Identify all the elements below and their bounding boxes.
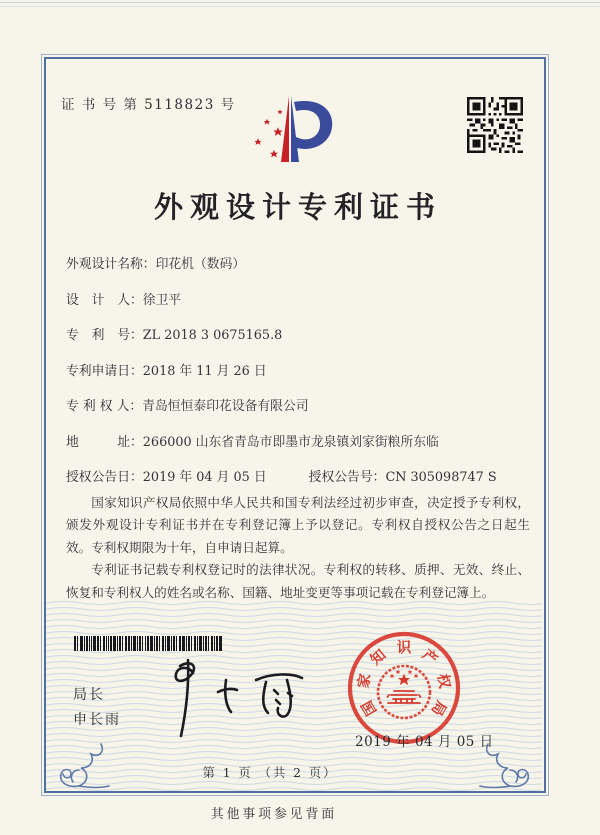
barcode [74, 636, 222, 651]
field-application-date [66, 354, 534, 390]
field-value: 印花机（数码） [155, 257, 246, 272]
field-value: 青岛恒恒泰印花设备有限公司 [142, 399, 309, 414]
seal-char: 国 [358, 697, 381, 719]
field-label: 专 利 号： [66, 328, 143, 343]
field-value: ZL 2018 3 0675165.8 [142, 328, 283, 343]
certificate-title: 外观设计专利证书 [153, 190, 442, 224]
seal-char: 产 [418, 646, 441, 669]
legal-paragraph-2: 专利证书记载专利权登记时的法律状况。专利权的转移、质押、无效、终止、恢复和专利权人的姓名或名称、国籍、地址变更等事项记载在专利登记簿上。 [66, 562, 530, 600]
field-design-name [66, 247, 534, 283]
field-value: 266000 山东省青岛市即墨市龙泉镇刘家街粮所东临 [142, 434, 439, 450]
national-emblem-icon [378, 666, 430, 718]
field-label: 设 计 人： [66, 292, 143, 308]
seal-char: 权 [433, 672, 454, 690]
page-number: 第 1 页 （共 2 页） [202, 766, 338, 780]
signatory-title: 局长 [73, 687, 105, 703]
footer-note: 其他事项参见背面 [210, 807, 338, 822]
field-patentee [66, 389, 534, 425]
logo-p-bowl [294, 101, 332, 149]
qr-code [467, 97, 523, 153]
field-patent-number [66, 318, 534, 354]
grant-date-value: 2019 年 04 月 05 日 [142, 470, 267, 485]
scan-edge-artifact [0, 2, 600, 7]
field-label: 地 址： [66, 434, 143, 450]
field-list [66, 247, 534, 496]
seal-char: 识 [396, 639, 412, 657]
logo-red-blade [281, 96, 289, 162]
legal-text-block [66, 492, 530, 604]
grant-date-label: 授权公告日： [66, 470, 143, 485]
field-label: 专利申请日： [66, 363, 143, 379]
field-value: 2018 年 11 月 26 日 [142, 363, 267, 379]
cnipa-logo-icon [238, 88, 342, 172]
field-value: 徐卫平 [142, 292, 182, 308]
legal-paragraph-1: 国家知识产权局依照中华人民共和国专利法经过初步审查，决定授予专利权，颁发外观设计专利证书并在专利登记簿上予以登记。专利权自授权公告之日起生效。专利权期限为十年，自申请日起算。 [66, 495, 530, 555]
grant-number-label: 授权公告号： [308, 470, 386, 485]
seal-char: 知 [367, 646, 390, 669]
seal-date: 2019 年 04 月 05 日 [355, 734, 494, 750]
field-label: 外观设计名称： [66, 257, 156, 272]
signatory-name: 申长雨 [73, 712, 121, 728]
seal-char: 局 [427, 697, 450, 719]
signatory-block [73, 683, 121, 733]
director-signature [146, 650, 316, 745]
logo-stars-icon [254, 109, 282, 157]
field-designer [66, 283, 534, 319]
grant-number-value: CN 305098747 S [385, 470, 497, 485]
field-grant-row [66, 460, 534, 496]
certificate-number: 证 书 号 第 5118823 号 [61, 97, 236, 113]
field-label: 专 利 权 人： [66, 399, 143, 414]
seal-char: 家 [354, 672, 375, 690]
field-address [66, 425, 534, 461]
